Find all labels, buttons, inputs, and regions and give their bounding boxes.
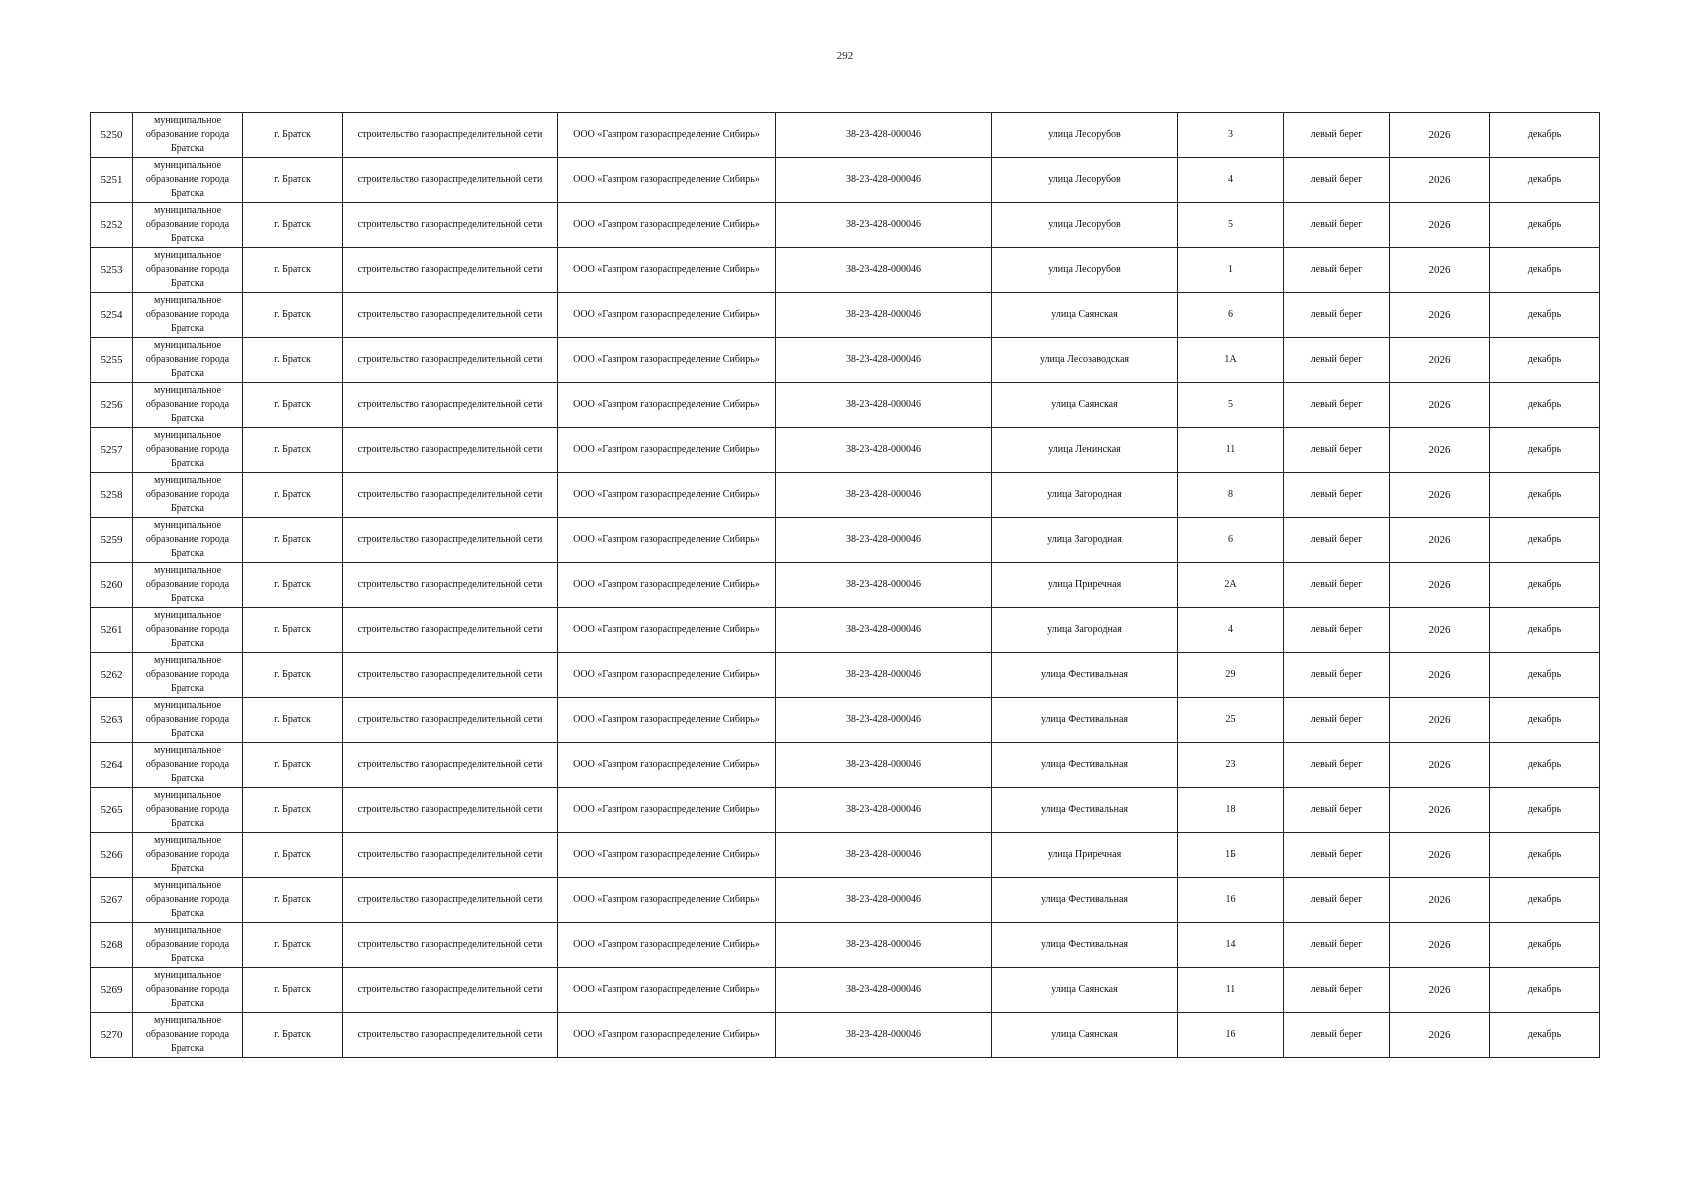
year-cell: 2026 (1390, 518, 1490, 563)
month-cell: декабрь (1490, 968, 1600, 1013)
settlement-cell: г. Братск (243, 698, 343, 743)
work-type-cell: строительство газораспределительной сети (343, 473, 558, 518)
work-type-cell: строительство газораспределительной сети (343, 113, 558, 158)
settlement-cell: г. Братск (243, 248, 343, 293)
year-cell: 2026 (1390, 923, 1490, 968)
operator-cell: ООО «Газпром газораспределение Сибирь» (558, 563, 776, 608)
settlement-cell: г. Братск (243, 113, 343, 158)
row-number: 5254 (91, 293, 133, 338)
house-number-cell: 1Б (1178, 833, 1284, 878)
river-bank-cell: левый берег (1284, 698, 1390, 743)
river-bank-cell: левый берег (1284, 203, 1390, 248)
operator-cell: ООО «Газпром газораспределение Сибирь» (558, 743, 776, 788)
municipality-cell: муниципальное образование города Братска (133, 608, 243, 653)
operator-cell: ООО «Газпром газораспределение Сибирь» (558, 113, 776, 158)
month-cell: декабрь (1490, 563, 1600, 608)
house-number-cell: 2А (1178, 563, 1284, 608)
settlement-cell: г. Братск (243, 923, 343, 968)
month-cell: декабрь (1490, 833, 1600, 878)
municipality-cell: муниципальное образование города Братска (133, 653, 243, 698)
table-row (91, 878, 1600, 923)
operator-cell: ООО «Газпром газораспределение Сибирь» (558, 608, 776, 653)
street-cell: улица Саянская (992, 293, 1178, 338)
row-number: 5259 (91, 518, 133, 563)
row-number: 5258 (91, 473, 133, 518)
river-bank-cell: левый берег (1284, 113, 1390, 158)
river-bank-cell: левый берег (1284, 428, 1390, 473)
table-row (91, 698, 1600, 743)
year-cell: 2026 (1390, 113, 1490, 158)
object-code-cell: 38-23-428-000046 (776, 608, 992, 653)
house-number-cell: 6 (1178, 518, 1284, 563)
work-type-cell: строительство газораспределительной сети (343, 428, 558, 473)
house-number-cell: 29 (1178, 653, 1284, 698)
settlement-cell: г. Братск (243, 563, 343, 608)
row-number: 5257 (91, 428, 133, 473)
row-number: 5266 (91, 833, 133, 878)
table-row (91, 608, 1600, 653)
house-number-cell: 11 (1178, 428, 1284, 473)
row-number: 5268 (91, 923, 133, 968)
work-type-cell: строительство газораспределительной сети (343, 878, 558, 923)
river-bank-cell: левый берег (1284, 248, 1390, 293)
object-code-cell: 38-23-428-000046 (776, 158, 992, 203)
year-cell: 2026 (1390, 743, 1490, 788)
settlement-cell: г. Братск (243, 968, 343, 1013)
table-row (91, 743, 1600, 788)
operator-cell: ООО «Газпром газораспределение Сибирь» (558, 698, 776, 743)
municipality-cell: муниципальное образование города Братска (133, 248, 243, 293)
register-table (90, 112, 1600, 1058)
table-row (91, 923, 1600, 968)
house-number-cell: 16 (1178, 1013, 1284, 1058)
object-code-cell: 38-23-428-000046 (776, 383, 992, 428)
settlement-cell: г. Братск (243, 1013, 343, 1058)
month-cell: декабрь (1490, 518, 1600, 563)
municipality-cell: муниципальное образование города Братска (133, 743, 243, 788)
street-cell: улица Загородная (992, 518, 1178, 563)
table-row (91, 968, 1600, 1013)
settlement-cell: г. Братск (243, 743, 343, 788)
municipality-cell: муниципальное образование города Братска (133, 923, 243, 968)
work-type-cell: строительство газораспределительной сети (343, 518, 558, 563)
register-body (91, 113, 1600, 1058)
operator-cell: ООО «Газпром газораспределение Сибирь» (558, 473, 776, 518)
house-number-cell: 1 (1178, 248, 1284, 293)
year-cell: 2026 (1390, 878, 1490, 923)
house-number-cell: 23 (1178, 743, 1284, 788)
river-bank-cell: левый берег (1284, 833, 1390, 878)
row-number: 5265 (91, 788, 133, 833)
settlement-cell: г. Братск (243, 608, 343, 653)
month-cell: декабрь (1490, 698, 1600, 743)
settlement-cell: г. Братск (243, 428, 343, 473)
table-row (91, 833, 1600, 878)
year-cell: 2026 (1390, 833, 1490, 878)
settlement-cell: г. Братск (243, 473, 343, 518)
month-cell: декабрь (1490, 878, 1600, 923)
table-row (91, 473, 1600, 518)
page-number: 292 (836, 50, 854, 62)
street-cell: улица Фестивальная (992, 878, 1178, 923)
river-bank-cell: левый берег (1284, 968, 1390, 1013)
table-row (91, 293, 1600, 338)
settlement-cell: г. Братск (243, 518, 343, 563)
row-number: 5263 (91, 698, 133, 743)
row-number: 5260 (91, 563, 133, 608)
municipality-cell: муниципальное образование города Братска (133, 563, 243, 608)
street-cell: улица Приречная (992, 563, 1178, 608)
street-cell: улица Приречная (992, 833, 1178, 878)
street-cell: улица Фестивальная (992, 743, 1178, 788)
house-number-cell: 14 (1178, 923, 1284, 968)
street-cell: улица Фестивальная (992, 698, 1178, 743)
object-code-cell: 38-23-428-000046 (776, 653, 992, 698)
river-bank-cell: левый берег (1284, 608, 1390, 653)
month-cell: декабрь (1490, 113, 1600, 158)
street-cell: улица Фестивальная (992, 788, 1178, 833)
river-bank-cell: левый берег (1284, 563, 1390, 608)
settlement-cell: г. Братск (243, 158, 343, 203)
house-number-cell: 4 (1178, 158, 1284, 203)
month-cell: декабрь (1490, 428, 1600, 473)
table-row (91, 563, 1600, 608)
house-number-cell: 5 (1178, 383, 1284, 428)
settlement-cell: г. Братск (243, 383, 343, 428)
work-type-cell: строительство газораспределительной сети (343, 293, 558, 338)
month-cell: декабрь (1490, 338, 1600, 383)
object-code-cell: 38-23-428-000046 (776, 203, 992, 248)
year-cell: 2026 (1390, 563, 1490, 608)
house-number-cell: 3 (1178, 113, 1284, 158)
house-number-cell: 25 (1178, 698, 1284, 743)
river-bank-cell: левый берег (1284, 383, 1390, 428)
municipality-cell: муниципальное образование города Братска (133, 428, 243, 473)
table-row (91, 428, 1600, 473)
street-cell: улица Лесорубов (992, 248, 1178, 293)
work-type-cell: строительство газораспределительной сети (343, 923, 558, 968)
river-bank-cell: левый берег (1284, 1013, 1390, 1058)
object-code-cell: 38-23-428-000046 (776, 113, 992, 158)
month-cell: декабрь (1490, 293, 1600, 338)
row-number: 5262 (91, 653, 133, 698)
month-cell: декабрь (1490, 653, 1600, 698)
operator-cell: ООО «Газпром газораспределение Сибирь» (558, 968, 776, 1013)
object-code-cell: 38-23-428-000046 (776, 833, 992, 878)
work-type-cell: строительство газораспределительной сети (343, 743, 558, 788)
object-code-cell: 38-23-428-000046 (776, 563, 992, 608)
street-cell: улица Лесозаводская (992, 338, 1178, 383)
table-row (91, 1013, 1600, 1058)
row-number: 5255 (91, 338, 133, 383)
settlement-cell: г. Братск (243, 203, 343, 248)
municipality-cell: муниципальное образование города Братска (133, 968, 243, 1013)
row-number: 5267 (91, 878, 133, 923)
work-type-cell: строительство газораспределительной сети (343, 203, 558, 248)
row-number: 5253 (91, 248, 133, 293)
street-cell: улица Ленинская (992, 428, 1178, 473)
work-type-cell: строительство газораспределительной сети (343, 833, 558, 878)
street-cell: улица Саянская (992, 383, 1178, 428)
year-cell: 2026 (1390, 968, 1490, 1013)
work-type-cell: строительство газораспределительной сети (343, 1013, 558, 1058)
month-cell: декабрь (1490, 383, 1600, 428)
operator-cell: ООО «Газпром газораспределение Сибирь» (558, 383, 776, 428)
row-number: 5251 (91, 158, 133, 203)
table-row (91, 158, 1600, 203)
river-bank-cell: левый берег (1284, 293, 1390, 338)
river-bank-cell: левый берег (1284, 473, 1390, 518)
year-cell: 2026 (1390, 653, 1490, 698)
river-bank-cell: левый берег (1284, 743, 1390, 788)
house-number-cell: 11 (1178, 968, 1284, 1013)
operator-cell: ООО «Газпром газораспределение Сибирь» (558, 923, 776, 968)
street-cell: улица Загородная (992, 473, 1178, 518)
object-code-cell: 38-23-428-000046 (776, 698, 992, 743)
year-cell: 2026 (1390, 1013, 1490, 1058)
table-row (91, 518, 1600, 563)
month-cell: декабрь (1490, 248, 1600, 293)
house-number-cell: 18 (1178, 788, 1284, 833)
row-number: 5264 (91, 743, 133, 788)
street-cell: улица Лесорубов (992, 113, 1178, 158)
year-cell: 2026 (1390, 248, 1490, 293)
row-number: 5252 (91, 203, 133, 248)
street-cell: улица Саянская (992, 968, 1178, 1013)
year-cell: 2026 (1390, 788, 1490, 833)
operator-cell: ООО «Газпром газораспределение Сибирь» (558, 203, 776, 248)
settlement-cell: г. Братск (243, 878, 343, 923)
river-bank-cell: левый берег (1284, 518, 1390, 563)
object-code-cell: 38-23-428-000046 (776, 473, 992, 518)
street-cell: улица Фестивальная (992, 923, 1178, 968)
operator-cell: ООО «Газпром газораспределение Сибирь» (558, 248, 776, 293)
year-cell: 2026 (1390, 383, 1490, 428)
month-cell: декабрь (1490, 788, 1600, 833)
table-row (91, 788, 1600, 833)
work-type-cell: строительство газораспределительной сети (343, 158, 558, 203)
year-cell: 2026 (1390, 473, 1490, 518)
settlement-cell: г. Братск (243, 833, 343, 878)
settlement-cell: г. Братск (243, 788, 343, 833)
object-code-cell: 38-23-428-000046 (776, 293, 992, 338)
operator-cell: ООО «Газпром газораспределение Сибирь» (558, 1013, 776, 1058)
river-bank-cell: левый берег (1284, 923, 1390, 968)
operator-cell: ООО «Газпром газораспределение Сибирь» (558, 338, 776, 383)
house-number-cell: 16 (1178, 878, 1284, 923)
month-cell: декабрь (1490, 1013, 1600, 1058)
object-code-cell: 38-23-428-000046 (776, 338, 992, 383)
object-code-cell: 38-23-428-000046 (776, 428, 992, 473)
municipality-cell: муниципальное образование города Братска (133, 1013, 243, 1058)
river-bank-cell: левый берег (1284, 878, 1390, 923)
month-cell: декабрь (1490, 743, 1600, 788)
row-number: 5269 (91, 968, 133, 1013)
municipality-cell: муниципальное образование города Братска (133, 518, 243, 563)
house-number-cell: 1А (1178, 338, 1284, 383)
work-type-cell: строительство газораспределительной сети (343, 698, 558, 743)
table-row (91, 383, 1600, 428)
work-type-cell: строительство газораспределительной сети (343, 383, 558, 428)
object-code-cell: 38-23-428-000046 (776, 518, 992, 563)
table-row (91, 203, 1600, 248)
operator-cell: ООО «Газпром газораспределение Сибирь» (558, 788, 776, 833)
municipality-cell: муниципальное образование города Братска (133, 878, 243, 923)
operator-cell: ООО «Газпром газораспределение Сибирь» (558, 878, 776, 923)
municipality-cell: муниципальное образование города Братска (133, 473, 243, 518)
municipality-cell: муниципальное образование города Братска (133, 833, 243, 878)
municipality-cell: муниципальное образование города Братска (133, 293, 243, 338)
row-number: 5250 (91, 113, 133, 158)
object-code-cell: 38-23-428-000046 (776, 248, 992, 293)
street-cell: улица Загородная (992, 608, 1178, 653)
municipality-cell: муниципальное образование города Братска (133, 113, 243, 158)
work-type-cell: строительство газораспределительной сети (343, 968, 558, 1013)
settlement-cell: г. Братск (243, 653, 343, 698)
year-cell: 2026 (1390, 293, 1490, 338)
month-cell: декабрь (1490, 203, 1600, 248)
work-type-cell: строительство газораспределительной сети (343, 653, 558, 698)
operator-cell: ООО «Газпром газораспределение Сибирь» (558, 428, 776, 473)
work-type-cell: строительство газораспределительной сети (343, 248, 558, 293)
object-code-cell: 38-23-428-000046 (776, 743, 992, 788)
street-cell: улица Лесорубов (992, 158, 1178, 203)
object-code-cell: 38-23-428-000046 (776, 878, 992, 923)
row-number: 5270 (91, 1013, 133, 1058)
river-bank-cell: левый берег (1284, 158, 1390, 203)
street-cell: улица Фестивальная (992, 653, 1178, 698)
operator-cell: ООО «Газпром газораспределение Сибирь» (558, 833, 776, 878)
object-code-cell: 38-23-428-000046 (776, 1013, 992, 1058)
municipality-cell: муниципальное образование города Братска (133, 788, 243, 833)
month-cell: декабрь (1490, 608, 1600, 653)
operator-cell: ООО «Газпром газораспределение Сибирь» (558, 653, 776, 698)
work-type-cell: строительство газораспределительной сети (343, 788, 558, 833)
operator-cell: ООО «Газпром газораспределение Сибирь» (558, 158, 776, 203)
house-number-cell: 4 (1178, 608, 1284, 653)
table-row (91, 338, 1600, 383)
municipality-cell: муниципальное образование города Братска (133, 338, 243, 383)
work-type-cell: строительство газораспределительной сети (343, 338, 558, 383)
river-bank-cell: левый берег (1284, 788, 1390, 833)
settlement-cell: г. Братск (243, 338, 343, 383)
municipality-cell: муниципальное образование города Братска (133, 698, 243, 743)
row-number: 5256 (91, 383, 133, 428)
object-code-cell: 38-23-428-000046 (776, 968, 992, 1013)
house-number-cell: 5 (1178, 203, 1284, 248)
object-code-cell: 38-23-428-000046 (776, 788, 992, 833)
river-bank-cell: левый берег (1284, 653, 1390, 698)
house-number-cell: 8 (1178, 473, 1284, 518)
settlement-cell: г. Братск (243, 293, 343, 338)
table-row (91, 653, 1600, 698)
month-cell: декабрь (1490, 473, 1600, 518)
year-cell: 2026 (1390, 608, 1490, 653)
municipality-cell: муниципальное образование города Братска (133, 158, 243, 203)
street-cell: улица Лесорубов (992, 203, 1178, 248)
row-number: 5261 (91, 608, 133, 653)
month-cell: декабрь (1490, 158, 1600, 203)
operator-cell: ООО «Газпром газораспределение Сибирь» (558, 518, 776, 563)
house-number-cell: 6 (1178, 293, 1284, 338)
operator-cell: ООО «Газпром газораспределение Сибирь» (558, 293, 776, 338)
table-row (91, 248, 1600, 293)
work-type-cell: строительство газораспределительной сети (343, 563, 558, 608)
river-bank-cell: левый берег (1284, 338, 1390, 383)
year-cell: 2026 (1390, 428, 1490, 473)
municipality-cell: муниципальное образование города Братска (133, 203, 243, 248)
month-cell: декабрь (1490, 923, 1600, 968)
year-cell: 2026 (1390, 338, 1490, 383)
street-cell: улица Саянская (992, 1013, 1178, 1058)
table-row (91, 113, 1600, 158)
municipality-cell: муниципальное образование города Братска (133, 383, 243, 428)
year-cell: 2026 (1390, 203, 1490, 248)
object-code-cell: 38-23-428-000046 (776, 923, 992, 968)
work-type-cell: строительство газораспределительной сети (343, 608, 558, 653)
year-cell: 2026 (1390, 158, 1490, 203)
year-cell: 2026 (1390, 698, 1490, 743)
